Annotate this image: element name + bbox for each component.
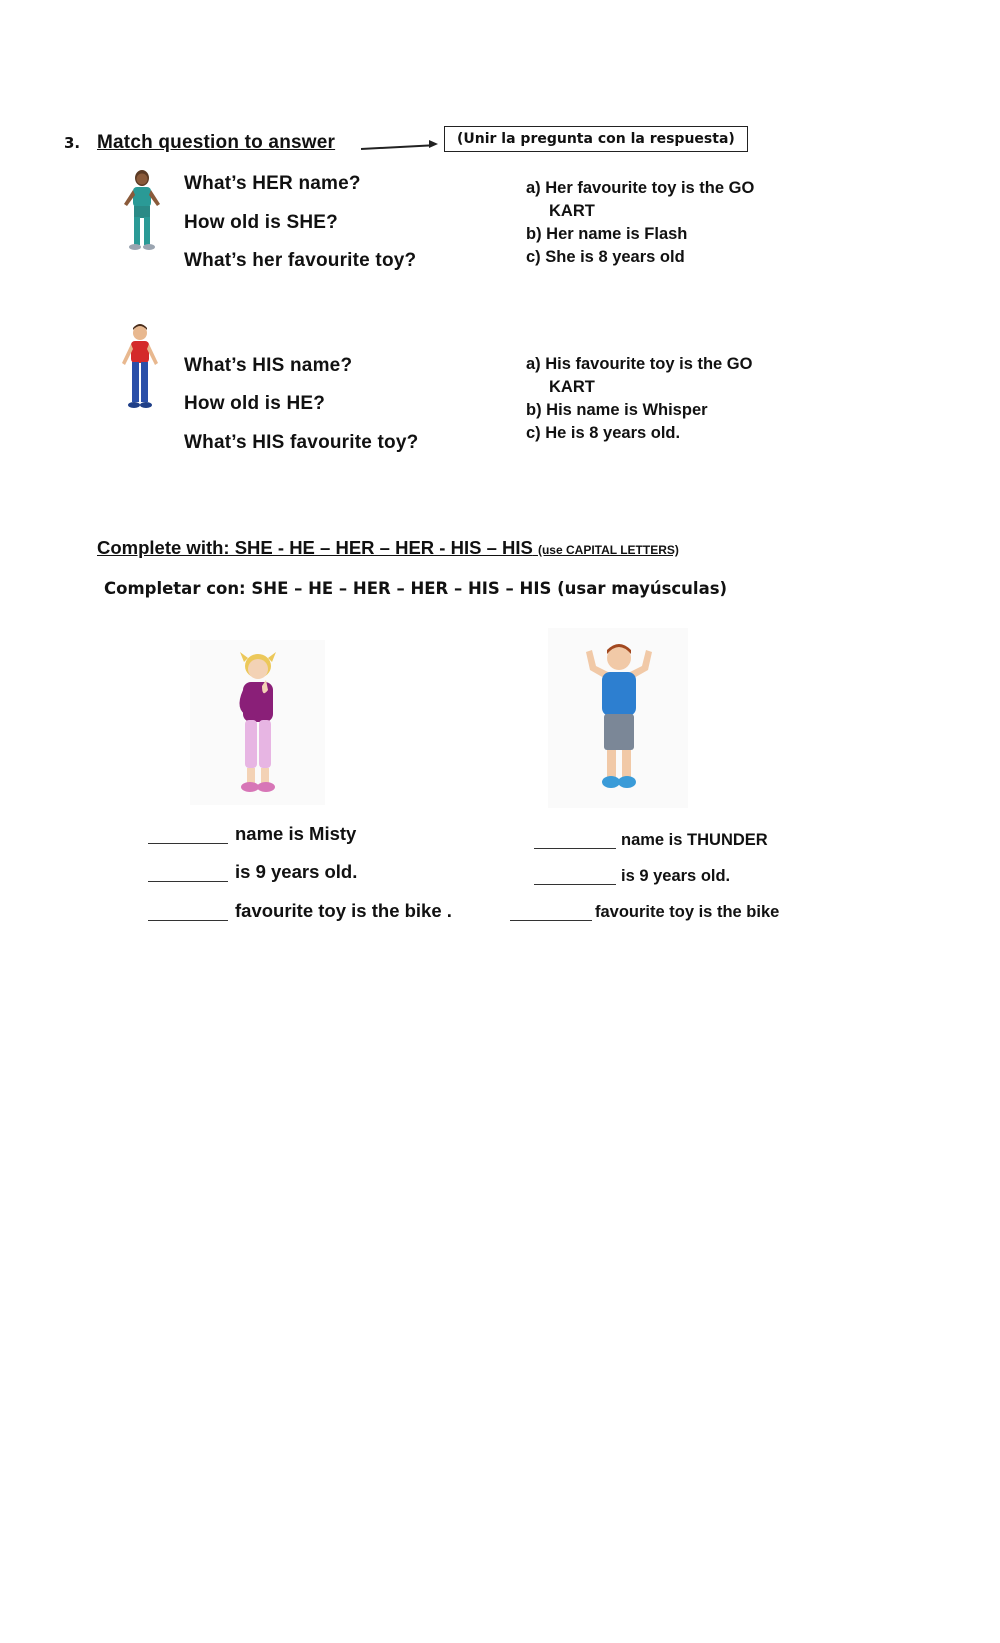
boy-sentence-3: favourite toy is the bike (595, 903, 780, 921)
arrow-head-icon (429, 140, 438, 148)
arrow-line (361, 144, 431, 149)
answer-her-b: b) Her name is Flash (526, 225, 688, 243)
blank-line-boy-2[interactable] (534, 884, 616, 885)
girl-sentence-2: is 9 years old. (235, 861, 358, 882)
answer-his-a: a) His favourite toy is the GO KART (526, 355, 753, 396)
blank-line-girl-3[interactable] (148, 920, 228, 921)
blank-line-girl-1[interactable] (148, 843, 228, 844)
girl-figure-1 (118, 168, 166, 254)
complete-title-small: (use CAPITAL LETTERS) (537, 543, 679, 557)
blank-line-boy-1[interactable] (534, 848, 616, 849)
girl2-shirt (243, 682, 273, 722)
boy-figure-1 (116, 321, 164, 415)
question-her-age: How old is SHE? (184, 212, 338, 233)
answer-his-c: c) He is 8 years old. (526, 424, 681, 442)
section-number: 3. (64, 134, 81, 152)
question-her-name: What’s HER name? (184, 173, 361, 194)
question-his-name: What’s HIS name? (184, 355, 353, 376)
boy-sentence-1: name is THUNDER (621, 831, 768, 849)
boy2-shirt (602, 672, 636, 716)
answers-his (526, 353, 796, 445)
question-her-toy: What’s her favourite toy? (184, 250, 417, 271)
blank-line-boy-3[interactable] (510, 920, 592, 921)
boy-sentence-2: is 9 years old. (621, 867, 731, 885)
boy-figure-2 (578, 640, 660, 800)
girl-sentence-1: name is Misty (235, 823, 357, 844)
complete-spanish: Completar con: SHE – HE – HER – HER – HIS – HIS (usar mayúsculas) (104, 579, 728, 598)
question-his-toy: What’s HIS favourite toy? (184, 432, 419, 453)
section-title: Match question to answer (97, 132, 336, 153)
boy1-shirt (131, 341, 149, 363)
answer-her-c: c) She is 8 years old (526, 248, 685, 266)
complete-title-main: Complete with: SHE - HE – HER – HER - HIS – HIS (97, 537, 533, 558)
answers-her (526, 177, 796, 269)
answer-her-a: a) Her favourite toy is the GO KART (526, 179, 755, 220)
girl1-shirt (133, 187, 151, 207)
girl-sentence-3: favourite toy is the bike . (235, 900, 452, 921)
boy2-shorts (604, 714, 634, 750)
blank-line-girl-2[interactable] (148, 881, 228, 882)
translation-note: (Unir la pregunta con la respuesta) (444, 126, 748, 152)
answer-his-b: b) His name is Whisper (526, 401, 708, 419)
complete-title (97, 537, 679, 559)
girl-figure-2 (228, 650, 288, 800)
question-his-age: How old is HE? (184, 393, 326, 414)
